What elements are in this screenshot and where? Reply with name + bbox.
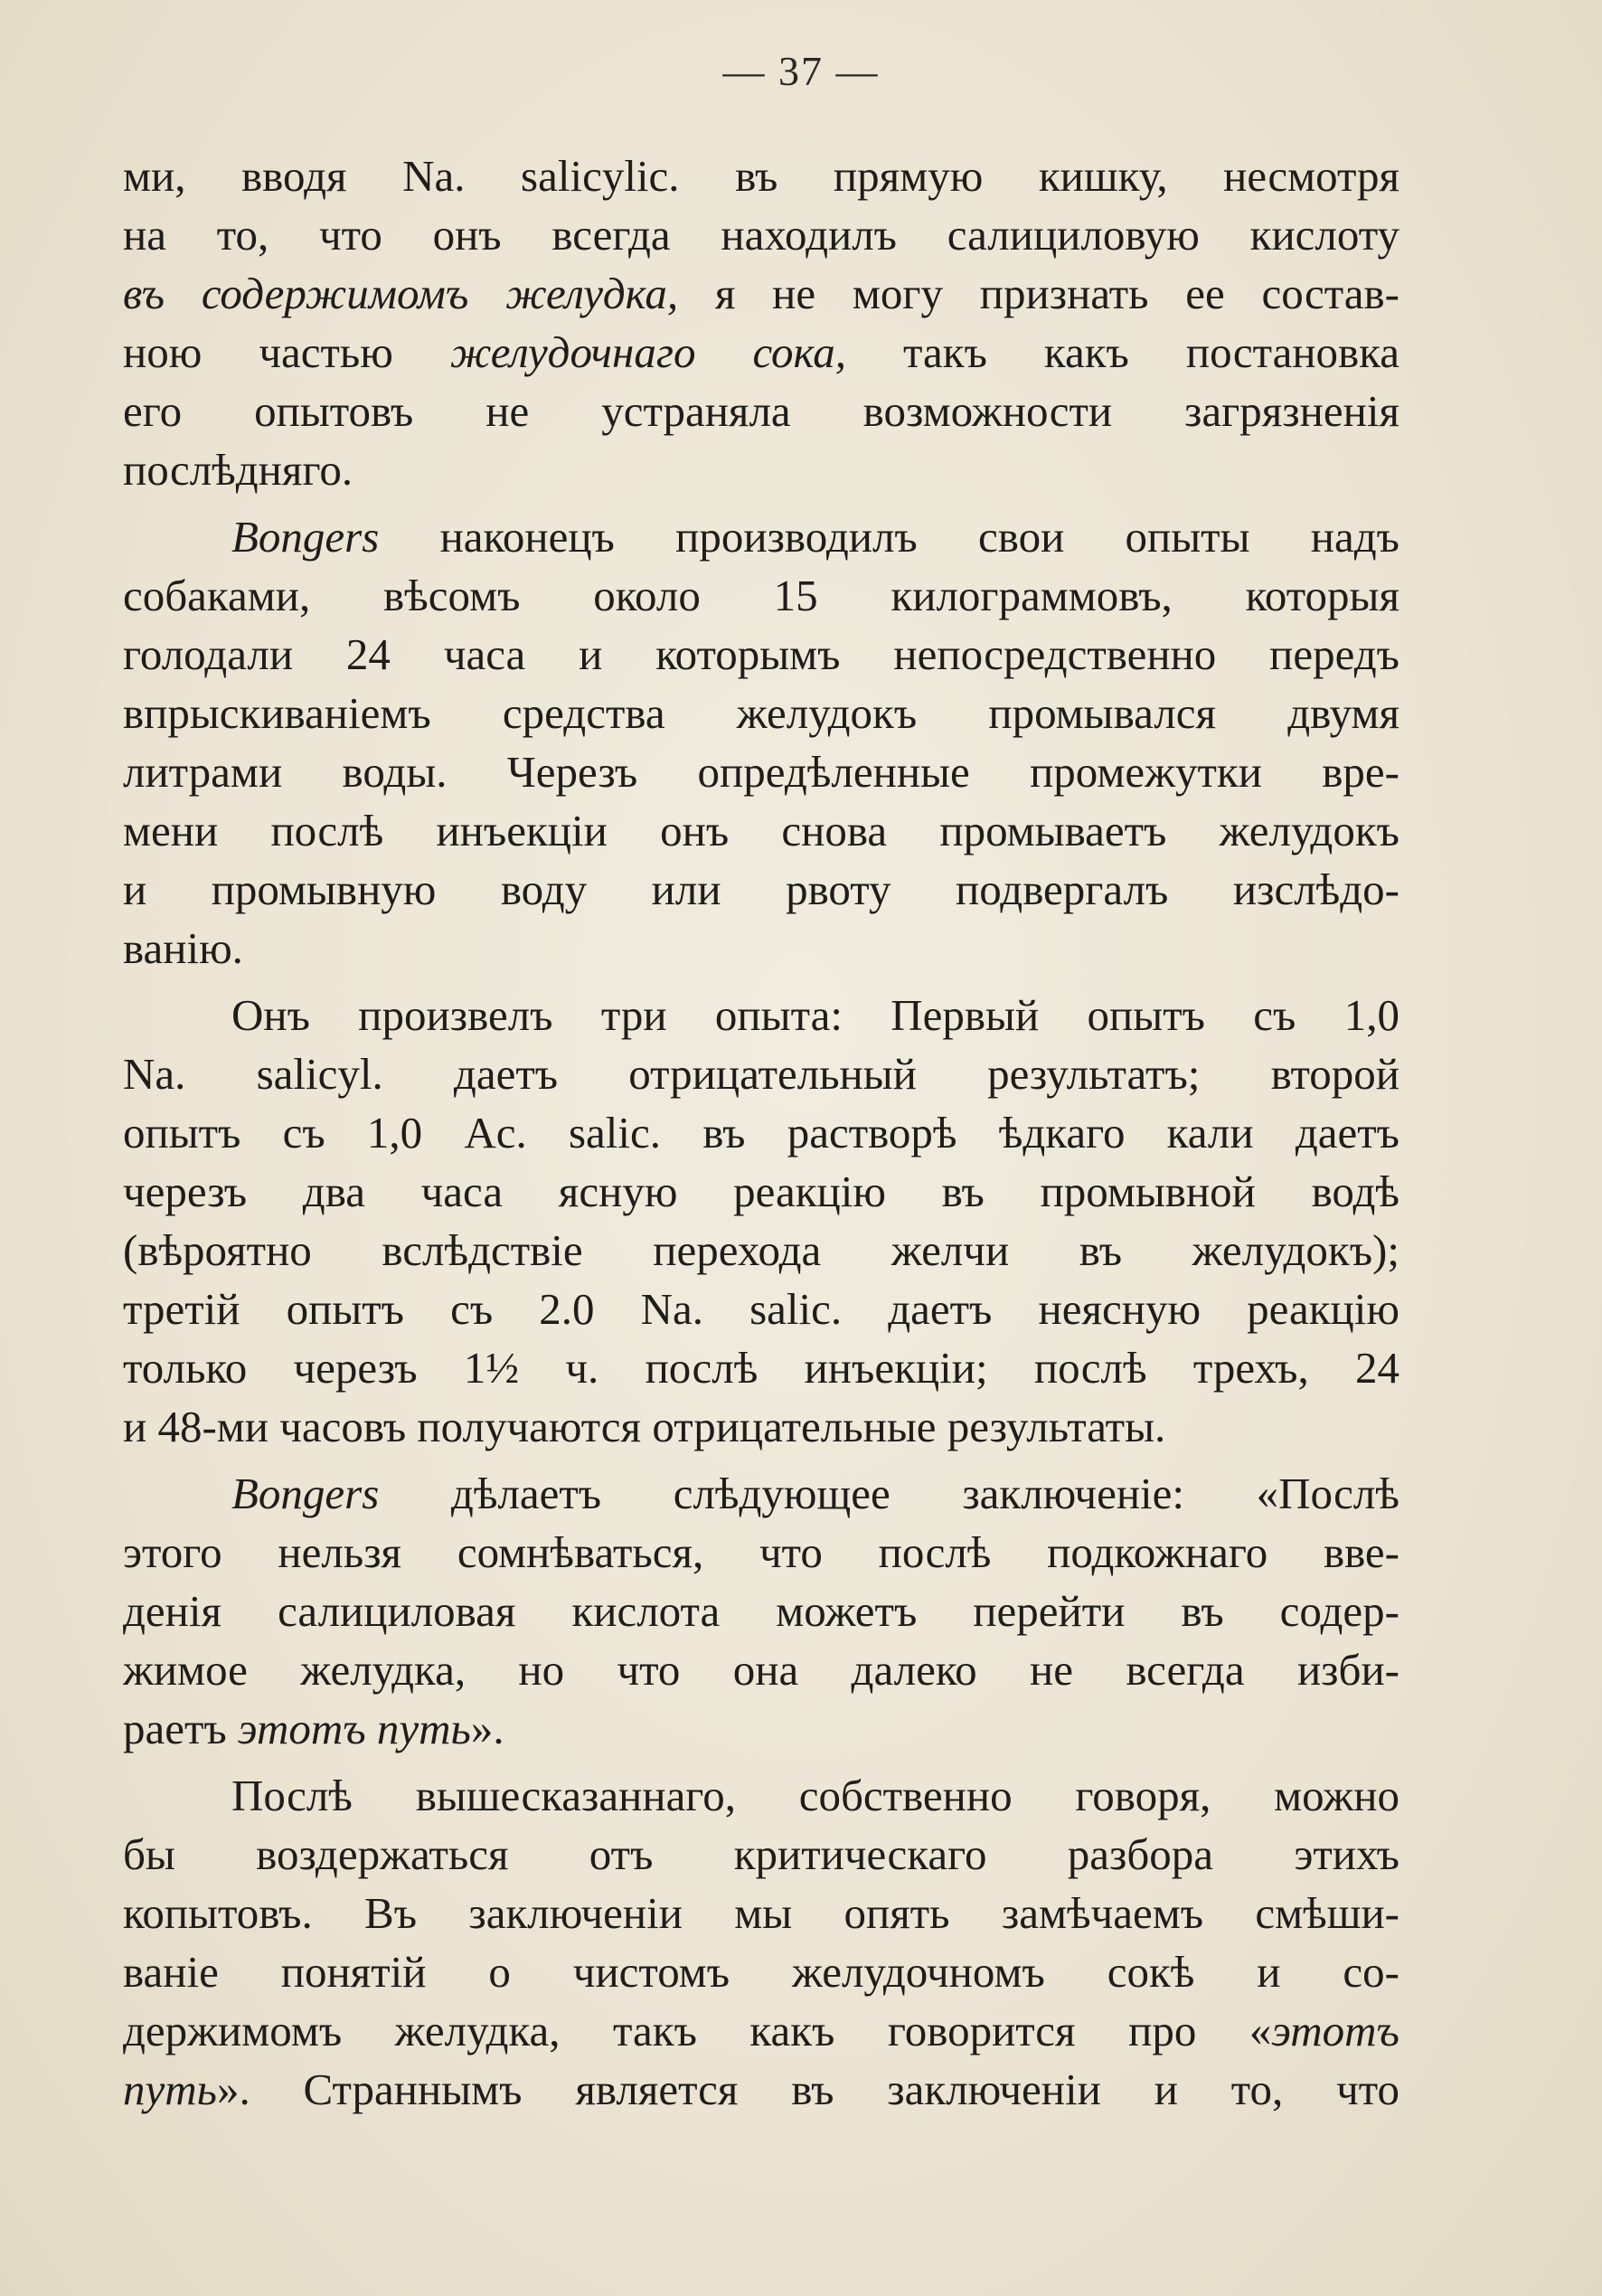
text-segment: бы воздержаться отъ критическаго разбора этихъ: [123, 1829, 1399, 1879]
text-segment: черезъ два часа ясную реакцію въ промывной водѣ: [123, 1167, 1399, 1216]
text-line: [123, 1221, 1399, 1280]
text-segment: наконецъ производилъ свои опыты надъ: [379, 512, 1399, 562]
text-segment: мени послѣ инъекціи онъ снова промываетъ желудокъ: [123, 806, 1399, 855]
italic-segment: Bongers: [231, 512, 380, 562]
text-segment: раетъ: [123, 1704, 238, 1753]
text-line: [123, 1942, 1399, 2001]
text-line: [123, 382, 1399, 440]
text-segment: впрыскиваніемъ средства желудокъ промывался двумя: [123, 688, 1399, 738]
text-segment: я не могу признать ее состав-: [678, 269, 1399, 318]
text-segment: собаками, вѣсомъ около 15 килограммовъ, которыя: [123, 571, 1399, 620]
text-line: [123, 1766, 1399, 1825]
italic-segment: путь: [123, 2065, 217, 2114]
italic-segment: въ содержимомъ желудка,: [123, 269, 679, 318]
text-segment: этого нельзя сомнѣваться, что послѣ подкожнаго вве-: [123, 1527, 1399, 1577]
text-line: [123, 1699, 1399, 1758]
italic-segment: этотъ: [1271, 2006, 1399, 2055]
text-segment: (вѣроятно вслѣдствіе перехода желчи въ желудокъ);: [123, 1225, 1399, 1275]
body-text: [123, 146, 1399, 2119]
text-segment: ною частью: [123, 327, 450, 377]
text-line: [123, 1338, 1399, 1397]
text-line: [123, 1397, 1399, 1456]
text-segment: ваніе понятій о чистомъ желудочномъ сокѣ и со-: [123, 1947, 1399, 1997]
text-line: [123, 323, 1399, 382]
text-line: [123, 1464, 1399, 1523]
text-segment: ». Страннымъ является въ заключеніи и то, что: [216, 2065, 1399, 2114]
text-line: [123, 1162, 1399, 1221]
text-line: [123, 1640, 1399, 1699]
text-segment: голодали 24 часа и которымъ непосредственно передъ: [123, 629, 1399, 679]
text-line: [123, 1582, 1399, 1640]
text-segment: ».: [470, 1704, 504, 1753]
text-segment: послѣдняго.: [123, 445, 353, 495]
text-line: [123, 860, 1399, 919]
paragraph-gap: [123, 978, 1399, 986]
text-segment: такъ какъ постановка: [845, 327, 1399, 377]
text-line: [123, 146, 1399, 205]
text-line: [123, 1044, 1399, 1103]
text-segment: третій опытъ съ 2.0 Na. salic. даетъ неясную реакцію: [123, 1284, 1399, 1334]
text-line: [123, 2001, 1399, 2060]
text-line: [123, 1523, 1399, 1582]
text-segment: и промывную воду или рвоту подвергалъ изслѣдо-: [123, 865, 1399, 914]
text-segment: на то, что онъ всегда находилъ салициловую кислоту: [123, 210, 1399, 260]
text-line: [123, 625, 1399, 684]
text-line: [123, 1103, 1399, 1162]
text-segment: дѣлаетъ слѣдующее заключеніе: «Послѣ: [379, 1469, 1399, 1518]
text-segment: Онъ произвелъ три опыта: Первый опытъ съ 1,0: [231, 990, 1399, 1040]
text-line: [123, 801, 1399, 860]
text-segment: только черезъ 1½ ч. послѣ инъекціи; послѣ трехъ, 24: [123, 1343, 1399, 1393]
text-segment: ми, вводя Na. salicylic. въ прямую кишку, несмотря: [123, 151, 1399, 201]
text-line: [123, 684, 1399, 742]
text-line: [123, 919, 1399, 978]
text-line: [123, 986, 1399, 1044]
text-segment: копытовъ. Въ заключеніи мы опять замѣчаемъ смѣши-: [123, 1888, 1399, 1938]
text-segment: опытъ съ 1,0 Ac. salic. въ растворѣ ѣдкаго кали даетъ: [123, 1108, 1399, 1157]
paragraph-gap: [123, 499, 1399, 507]
italic-segment: желудочнаго сока,: [449, 327, 846, 377]
text-segment: жимое желудка, но что она далеко не всегда изби-: [123, 1645, 1399, 1695]
text-segment: литрами воды. Черезъ опредѣленные промежутки вре-: [123, 747, 1399, 797]
text-line: [123, 507, 1399, 566]
italic-segment: Bongers: [231, 1469, 380, 1518]
italic-segment: этотъ путь: [238, 1704, 471, 1753]
text-segment: Na. salicyl. даетъ отрицательный результатъ; второй: [123, 1049, 1399, 1099]
text-segment: денія салициловая кислота можетъ перейти въ содер-: [123, 1586, 1399, 1636]
paragraph-gap: [123, 1758, 1399, 1766]
text-segment: держимомъ желудка, такъ какъ говорится про «: [123, 2006, 1272, 2055]
text-line: [123, 2060, 1399, 2119]
text-line: [123, 264, 1399, 323]
text-segment: его опытовъ не устраняла возможности загрязненія: [123, 386, 1399, 436]
text-segment: и 48-ми часовъ получаются отрицательные результаты.: [123, 1402, 1166, 1451]
text-line: [123, 742, 1399, 801]
text-line: [123, 440, 1399, 499]
text-line: [123, 1884, 1399, 1942]
text-line: [123, 1280, 1399, 1338]
text-segment: ванію.: [123, 923, 243, 973]
text-segment: Послѣ вышесказаннаго, собственно говоря, можно: [231, 1771, 1399, 1820]
text-line: [123, 566, 1399, 625]
paragraph-gap: [123, 1456, 1399, 1464]
text-line: [123, 1825, 1399, 1884]
page-number: — 37 —: [722, 48, 880, 94]
text-line: [123, 205, 1399, 264]
